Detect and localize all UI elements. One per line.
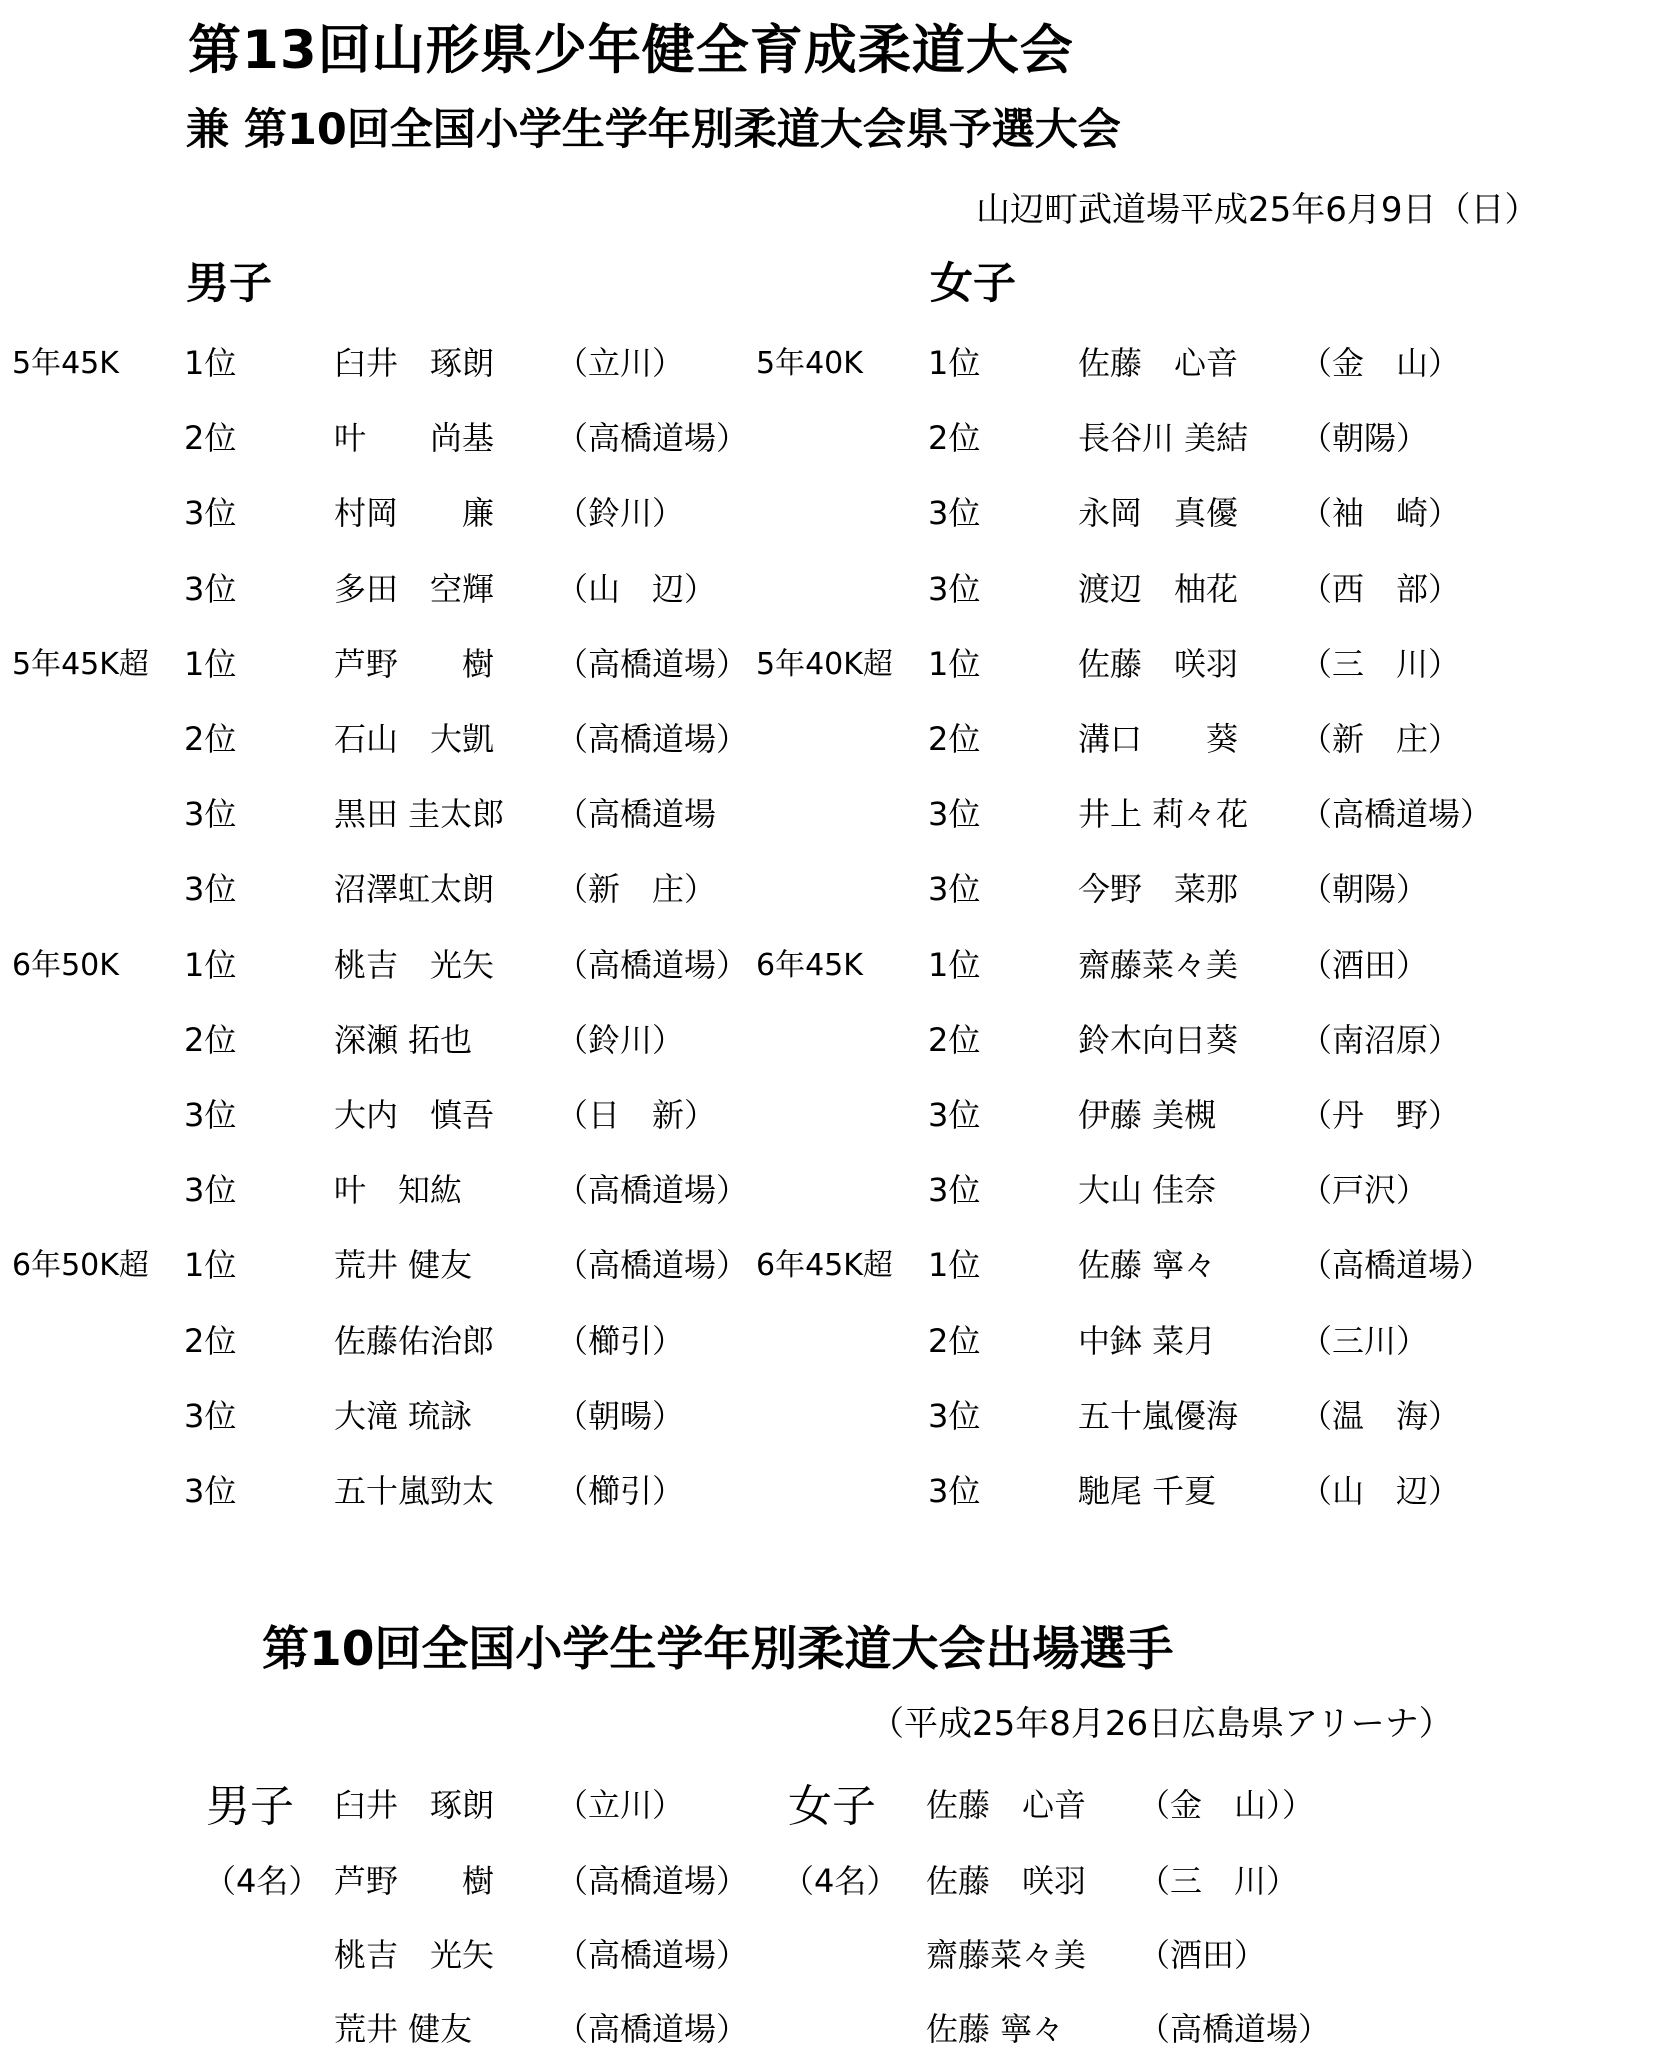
rep-boys-count: （4名）	[204, 1862, 321, 1900]
boys-athlete-name: 村岡 廉	[334, 494, 495, 532]
boys-athlete-name: 五十嵐勁太	[334, 1472, 495, 1510]
girls-athlete-name: 今野 菜那	[1078, 870, 1239, 908]
boys-athlete-name: 大内 慎吾	[334, 1096, 495, 1134]
girls-athlete-name: 五十嵐優海	[1078, 1397, 1239, 1435]
girls-rank-label: 1位	[928, 344, 981, 382]
girls-rank-label: 1位	[928, 1246, 981, 1284]
girls-club-name: （袖 崎）	[1300, 494, 1461, 532]
girls-weight-class-label: 5年40K	[756, 346, 863, 381]
boys-weight-class-label: 5年45K	[12, 346, 119, 381]
girls-athlete-name: 鈴木向日葵	[1078, 1021, 1239, 1059]
boys-club-name: （山 辺）	[556, 570, 717, 608]
representatives-title: 第10回全国小学生学年別柔道大会出場選手	[262, 1622, 1174, 1677]
girls-athlete-name: 溝口 葵	[1078, 720, 1239, 758]
boys-club-name: （日 新）	[556, 1096, 717, 1134]
boys-athlete-name: 臼井 琢朗	[334, 344, 495, 382]
rep-boys-name: 臼井 琢朗	[334, 1786, 495, 1824]
boys-weight-class-label: 6年50K超	[12, 1248, 149, 1283]
girls-athlete-name: 馳尾 千夏	[1078, 1472, 1217, 1510]
girls-rank-label: 3位	[928, 570, 981, 608]
boys-club-name: （高橋道場）	[556, 645, 749, 683]
girls-rank-label: 2位	[928, 720, 981, 758]
girls-club-name: （高橋道場）	[1300, 795, 1493, 833]
girls-club-name: （山 辺）	[1300, 1472, 1461, 1510]
boys-athlete-name: 沼澤虹太朗	[334, 870, 495, 908]
boys-rank-label: 2位	[184, 1021, 237, 1059]
girls-rank-label: 2位	[928, 1021, 981, 1059]
girls-club-name: （温 海）	[1300, 1397, 1461, 1435]
girls-athlete-name: 佐藤 寧々	[1078, 1246, 1217, 1284]
girls-club-name: （丹 野）	[1300, 1096, 1461, 1134]
boys-rank-label: 2位	[184, 1322, 237, 1360]
boys-rank-label: 3位	[184, 1397, 237, 1435]
rep-girls-club: （高橋道場）	[1138, 2010, 1331, 2048]
boys-club-name: （高橋道場）	[556, 720, 749, 758]
rep-boys-name: 荒井 健友	[334, 2010, 473, 2048]
girls-athlete-name: 齋藤菜々美	[1078, 946, 1239, 984]
girls-athlete-name: 伊藤 美槻	[1078, 1096, 1217, 1134]
boys-athlete-name: 叶 知紘	[334, 1171, 463, 1209]
boys-athlete-name: 大滝 琉詠	[334, 1397, 473, 1435]
boys-rank-label: 3位	[184, 494, 237, 532]
rep-boys-heading: 男子	[206, 1781, 294, 1832]
boys-athlete-name: 佐藤佑治郎	[334, 1322, 495, 1360]
girls-rank-label: 3位	[928, 795, 981, 833]
girls-rank-label: 2位	[928, 1322, 981, 1360]
girls-athlete-name: 渡辺 柚花	[1078, 570, 1239, 608]
boys-athlete-name: 叶 尚基	[334, 419, 495, 457]
boys-athlete-name: 石山 大凱	[334, 720, 495, 758]
girls-club-name: （三 川）	[1300, 645, 1461, 683]
boys-rank-label: 1位	[184, 645, 237, 683]
page-title: 第13回山形県少年健全育成柔道大会	[188, 20, 1074, 81]
boys-rank-label: 3位	[184, 870, 237, 908]
rep-girls-name: 佐藤 心音	[926, 1786, 1087, 1824]
girls-rank-label: 3位	[928, 1096, 981, 1134]
boys-rank-label: 2位	[184, 720, 237, 758]
girls-club-name: （金 山）	[1300, 344, 1461, 382]
boys-rank-label: 3位	[184, 1171, 237, 1209]
boys-club-name: （高橋道場）	[556, 946, 749, 984]
girls-rank-label: 3位	[928, 494, 981, 532]
boys-club-name: （鈴川）	[556, 494, 685, 532]
girls-club-name: （新 庄）	[1300, 720, 1461, 758]
boys-club-name: （高橋道場）	[556, 1171, 749, 1209]
boys-rank-label: 1位	[184, 344, 237, 382]
girls-rank-label: 1位	[928, 946, 981, 984]
rep-boys-club: （高橋道場）	[556, 1936, 749, 1974]
boys-athlete-name: 多田 空輝	[334, 570, 495, 608]
boys-athlete-name: 芦野 樹	[334, 645, 495, 683]
girls-club-name: （戸沢）	[1300, 1171, 1429, 1209]
rep-girls-club: （三 川）	[1138, 1862, 1299, 1900]
girls-heading: 女子	[930, 259, 1016, 309]
rep-boys-club: （立川）	[556, 1786, 685, 1824]
rep-boys-club: （高橋道場）	[556, 1862, 749, 1900]
boys-rank-label: 3位	[184, 570, 237, 608]
girls-weight-class-label: 6年45K超	[756, 1248, 893, 1283]
girls-weight-class-label: 6年45K	[756, 948, 863, 983]
girls-club-name: （南沼原）	[1300, 1021, 1461, 1059]
girls-club-name: （酒田）	[1300, 946, 1429, 984]
boys-rank-label: 3位	[184, 1472, 237, 1510]
girls-athlete-name: 長谷川 美結	[1078, 419, 1249, 457]
girls-athlete-name: 大山 佳奈	[1078, 1171, 1217, 1209]
boys-rank-label: 3位	[184, 795, 237, 833]
girls-club-name: （三川）	[1300, 1322, 1429, 1360]
girls-athlete-name: 永岡 真優	[1078, 494, 1239, 532]
boys-club-name: （高橋道場	[556, 795, 717, 833]
representatives-date-venue: （平成25年8月26日広島県アリーナ）	[870, 1704, 1453, 1744]
rep-girls-name: 佐藤 寧々	[926, 2010, 1065, 2048]
boys-club-name: （鈴川）	[556, 1021, 685, 1059]
boys-athlete-name: 桃吉 光矢	[334, 946, 495, 984]
boys-club-name: （櫛引）	[556, 1472, 685, 1510]
rep-girls-club: （酒田）	[1138, 1936, 1267, 1974]
page-subtitle: 兼 第10回全国小学生学年別柔道大会県予選大会	[186, 105, 1121, 155]
girls-rank-label: 3位	[928, 870, 981, 908]
girls-club-name: （朝陽）	[1300, 419, 1429, 457]
girls-club-name: （高橋道場）	[1300, 1246, 1493, 1284]
girls-athlete-name: 佐藤 咲羽	[1078, 645, 1239, 683]
boys-club-name: （新 庄）	[556, 870, 717, 908]
boys-weight-class-label: 6年50K	[12, 948, 119, 983]
rep-boys-name: 芦野 樹	[334, 1862, 495, 1900]
rep-girls-heading: 女子	[788, 1781, 876, 1832]
venue-date: 山辺町武道場平成25年6月9日（日）	[976, 190, 1539, 230]
boys-athlete-name: 荒井 健友	[334, 1246, 473, 1284]
boys-athlete-name: 黒田 圭太郎	[334, 795, 505, 833]
girls-rank-label: 3位	[928, 1171, 981, 1209]
boys-club-name: （櫛引）	[556, 1322, 685, 1360]
boys-club-name: （朝暘）	[556, 1397, 685, 1435]
boys-rank-label: 3位	[184, 1096, 237, 1134]
boys-club-name: （立川）	[556, 344, 685, 382]
girls-athlete-name: 佐藤 心音	[1078, 344, 1239, 382]
girls-weight-class-label: 5年40K超	[756, 647, 893, 682]
boys-rank-label: 2位	[184, 419, 237, 457]
rep-girls-club: （金 山））	[1138, 1786, 1315, 1824]
boys-club-name: （高橋道場）	[556, 1246, 749, 1284]
boys-weight-class-label: 5年45K超	[12, 647, 149, 682]
rep-girls-name: 佐藤 咲羽	[926, 1862, 1087, 1900]
boys-club-name: （高橋道場）	[556, 419, 749, 457]
girls-rank-label: 3位	[928, 1397, 981, 1435]
boys-heading: 男子	[186, 259, 272, 309]
girls-rank-label: 2位	[928, 419, 981, 457]
girls-club-name: （朝陽）	[1300, 870, 1429, 908]
girls-rank-label: 1位	[928, 645, 981, 683]
girls-athlete-name: 井上 莉々花	[1078, 795, 1249, 833]
boys-rank-label: 1位	[184, 1246, 237, 1284]
boys-rank-label: 1位	[184, 946, 237, 984]
rep-girls-count: （4名）	[782, 1862, 899, 1900]
girls-club-name: （西 部）	[1300, 570, 1461, 608]
girls-athlete-name: 中鉢 菜月	[1078, 1322, 1217, 1360]
boys-athlete-name: 深瀬 拓也	[334, 1021, 473, 1059]
rep-boys-club: （高橋道場）	[556, 2010, 749, 2048]
girls-rank-label: 3位	[928, 1472, 981, 1510]
rep-girls-name: 齋藤菜々美	[926, 1936, 1087, 1974]
rep-boys-name: 桃吉 光矢	[334, 1936, 495, 1974]
